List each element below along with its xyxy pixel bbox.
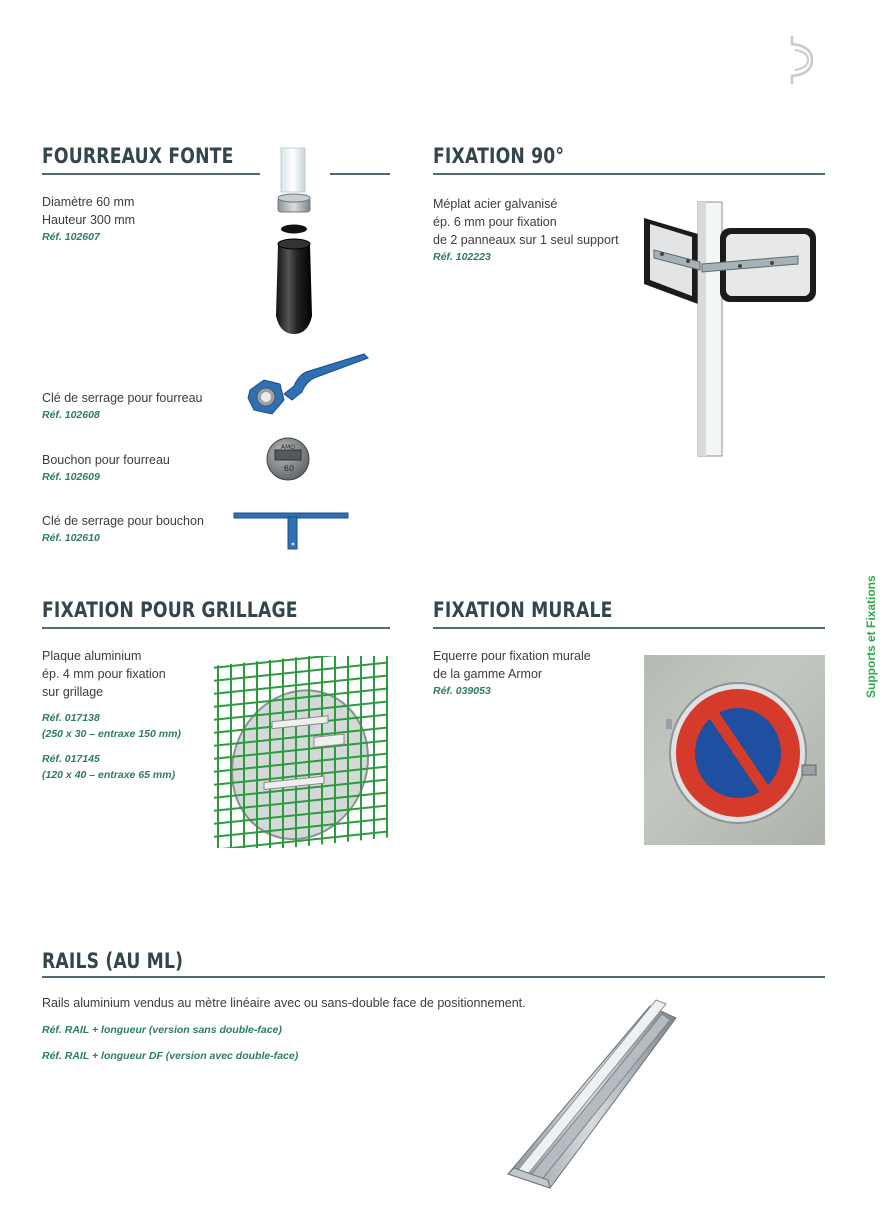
murale-photo bbox=[644, 655, 825, 845]
rail-image bbox=[500, 992, 684, 1192]
murale-rule bbox=[433, 627, 825, 629]
rails-line1: Rails aluminium vendus au mètre linéaire avec ou sans-double face de positionnement. bbox=[42, 996, 526, 1010]
fourreaux-line2: Hauteur 300 mm bbox=[42, 213, 136, 227]
rails-title: RAILS (AU ML) bbox=[42, 949, 184, 973]
rails-rule bbox=[42, 976, 825, 978]
fixation90-ref: Réf. 102223 bbox=[433, 251, 491, 263]
rails-ref2: Réf. RAIL + longueur DF (version avec double-face) bbox=[42, 1050, 299, 1062]
no-parking-sign-image bbox=[644, 655, 825, 845]
cle-bouchon-label: Clé de serrage pour bouchon bbox=[42, 514, 204, 528]
grillage-line2: ép. 4 mm pour fixation bbox=[42, 667, 166, 681]
grillage-line1: Plaque aluminium bbox=[42, 649, 142, 663]
brand-logo-icon bbox=[784, 32, 820, 86]
fixation90-title: FIXATION 90° bbox=[433, 144, 565, 168]
cle-fourreau-label: Clé de serrage pour fourreau bbox=[42, 391, 203, 405]
fourreau-image bbox=[268, 146, 328, 338]
murale-line2: de la gamme Armor bbox=[433, 667, 543, 681]
fourreaux-line1: Diamètre 60 mm bbox=[42, 195, 135, 209]
cle-fourreau-image bbox=[240, 352, 372, 422]
fixation90-line2: ép. 6 mm pour fixation bbox=[433, 215, 557, 229]
cle-bouchon-ref: Réf. 102610 bbox=[42, 532, 100, 544]
fixation90-rule bbox=[433, 173, 825, 175]
grillage-ref2: Réf. 017145 bbox=[42, 753, 100, 765]
grillage-title: FIXATION POUR GRILLAGE bbox=[42, 598, 298, 622]
rails-ref1: Réf. RAIL + longueur (version sans double-face) bbox=[42, 1024, 282, 1036]
murale-ref: Réf. 039053 bbox=[433, 685, 491, 697]
murale-line1: Equerre pour fixation murale bbox=[433, 649, 591, 663]
bouchon-cap-text-bottom: 60 bbox=[283, 464, 295, 473]
grillage-rule bbox=[42, 627, 390, 629]
fourreaux-rule-right bbox=[330, 173, 390, 175]
bouchon-label: Bouchon pour fourreau bbox=[42, 453, 170, 467]
side-tab-label: Supports et Fixations bbox=[864, 575, 878, 699]
grillage-ref2-detail: (120 x 40 – entraxe 65 mm) bbox=[42, 769, 176, 781]
cle-bouchon-image bbox=[232, 510, 350, 552]
fourreaux-rule bbox=[42, 173, 260, 175]
grillage-ref1-detail: (250 x 30 – entraxe 150 mm) bbox=[42, 728, 181, 740]
grillage-image bbox=[212, 656, 390, 848]
fixation90-line1: Méplat acier galvanisé bbox=[433, 197, 558, 211]
grillage-line3: sur grillage bbox=[42, 685, 104, 699]
cle-fourreau-ref: Réf. 102608 bbox=[42, 409, 100, 421]
fixation90-image bbox=[640, 198, 820, 460]
bouchon-image bbox=[265, 436, 311, 482]
bouchon-ref: Réf. 102609 bbox=[42, 471, 100, 483]
fixation90-line3: de 2 panneaux sur 1 seul support bbox=[433, 233, 619, 247]
bouchon-cap-text-top: AMO bbox=[280, 444, 296, 451]
grillage-ref1: Réf. 017138 bbox=[42, 712, 100, 724]
murale-title: FIXATION MURALE bbox=[433, 598, 613, 622]
fourreaux-ref: Réf. 102607 bbox=[42, 231, 100, 243]
fourreaux-title: FOURREAUX FONTE bbox=[42, 144, 234, 168]
